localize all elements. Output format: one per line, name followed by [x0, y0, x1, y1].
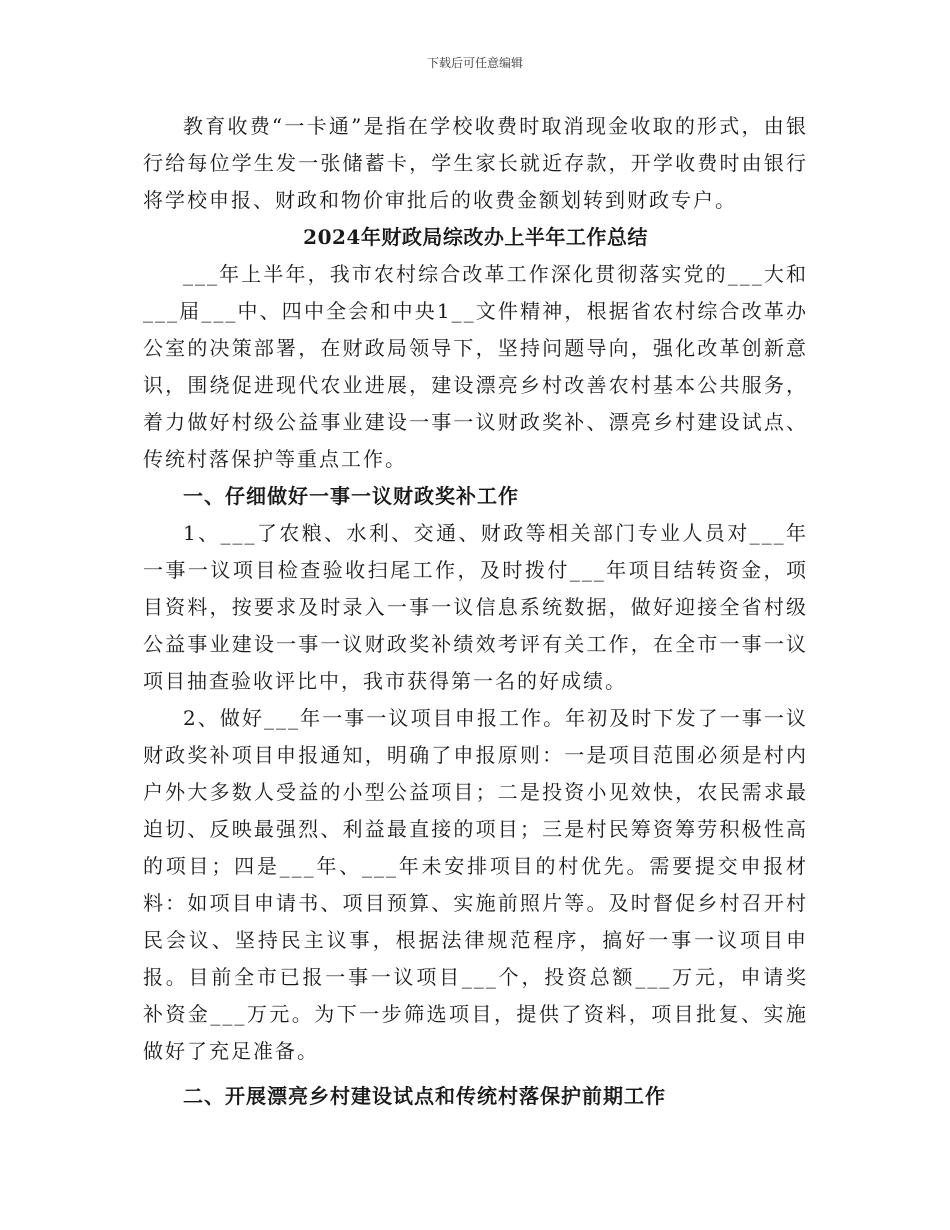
summary-paragraph: ___年上半年，我市农村综合改革工作深化贯彻落实党的___大和___届___中、四中全会和中央1__文件精神，根据省农村综合改革办公室的决策部署，在财政局领导下，坚持问题导向，强化改革创新意识，围绕促进现代农业进展，建设漂亮乡村改善农村基本公共服务，着力做好村级公益事业建设一事一议财政奖补、漂亮乡村建设试点、传统村落保护等重点工作。 — [143, 262, 808, 471]
document-body — [143, 108, 808, 1115]
section-heading-1: 一、仔细做好一事一议财政奖补工作 — [183, 484, 519, 508]
section-1-item-1: 1、___了农粮、水利、交通、财政等相关部门专业人员对___年一事一议项目检查验收扫尾工作，及时拨付___年项目结转资金，项目资料，按要求及时录入一事一议信息系统数据，做好迎接全省村级公益事业建设一事一议财政奖补绩效考评有关工作，在全市一事一议项目抽查验收评比中，我市获得第一名的好成绩。 — [143, 521, 808, 693]
document-title: 2024年财政局综改办上半年工作总结 — [303, 225, 648, 249]
intro-paragraph: 教育收费“一卡通”是指在学校收费时取消现金收取的形式，由银行给每位学生发一张储蓄卡，学生家长就近存款，开学收费时由银行将学校申报、财政和物价审批后的收费金额划转到财政专户。 — [143, 114, 808, 212]
section-1-item-2: 2、做好___年一事一议项目申报工作。年初及时下发了一事一议财政奖补项目申报通知，明确了申报原则：一是项目范围必须是村内户外大多数人受益的小型公益项目；二是投资小见效快，农民需求最迫切、反映最强烈、利益最直接的项目；三是村民筹资筹劳积极性高的项目；四是___年、___年未安排项目的村优先。需要提交申报材料：如项目申请书、项目预算、实施前照片等。及时督促乡村召开村民会议、坚持民主议事，根据法律规范程序，搞好一事一议项目申报。目前全市已报一事一议项目___个，投资总额___万元，申请奖补资金___万元。为下一步筛选项目，提供了资料，项目批复、实施做好了充足准备。 — [143, 706, 808, 1063]
section-heading-2: 二、开展漂亮乡村建设试点和传统村落保护前期工作 — [183, 1084, 666, 1108]
page-header-note: 下载后可任意编辑 — [426, 56, 523, 70]
